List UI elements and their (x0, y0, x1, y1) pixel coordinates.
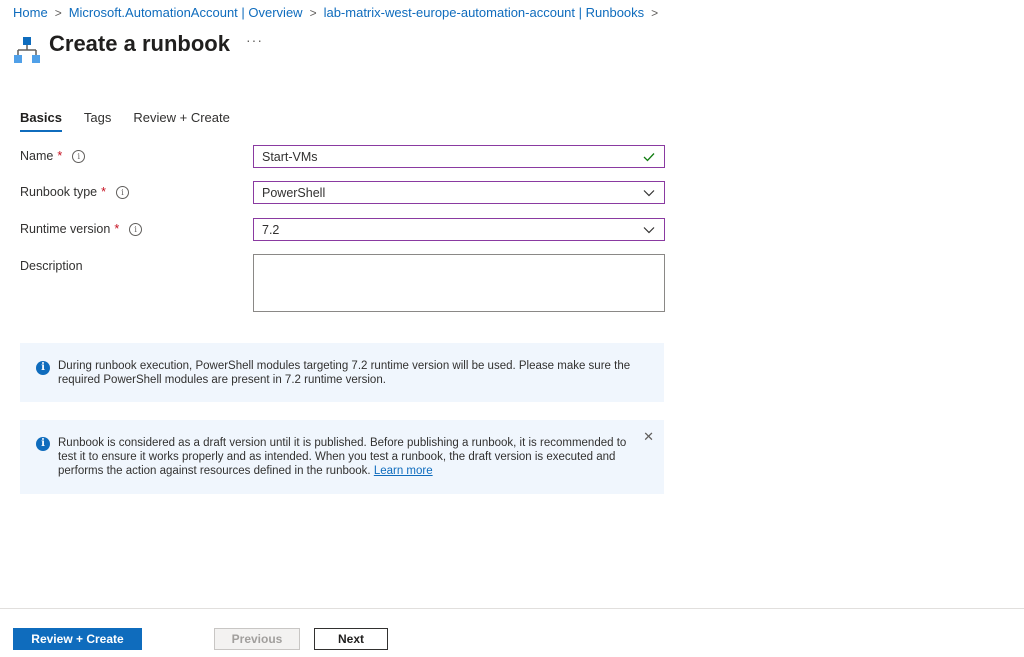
chevron-down-icon (634, 226, 664, 234)
description-label-text: Description (20, 259, 83, 273)
checkmark-icon (634, 152, 664, 162)
required-marker: * (114, 222, 120, 236)
review-create-button[interactable]: Review + Create (13, 628, 142, 650)
footer-bar (0, 608, 1024, 657)
learn-more-link[interactable]: Learn more (373, 465, 433, 477)
runbook-icon (14, 36, 40, 66)
runbook-type-label-text: Runbook type (20, 185, 98, 199)
tab-basics[interactable]: Basics (20, 110, 62, 132)
runtime-version-label-text: Runtime version (20, 222, 111, 236)
required-marker: * (57, 149, 63, 163)
runtime-info-banner (20, 343, 664, 402)
name-input[interactable] (253, 145, 665, 168)
info-filled-icon: i (36, 437, 50, 451)
page-title: Create a runbook (49, 31, 230, 56)
name-label (20, 149, 85, 163)
runtime-version-label (20, 222, 142, 236)
description-label (20, 259, 83, 273)
breadcrumb-automation-account-overview[interactable]: Microsoft.AutomationAccount | Overview (68, 5, 303, 20)
required-marker: * (101, 185, 107, 199)
runbook-type-select[interactable] (253, 181, 665, 204)
runtime-version-value: 7.2 (262, 222, 280, 237)
tab-bar (20, 110, 230, 132)
info-icon[interactable]: i (72, 150, 85, 163)
breadcrumb (13, 5, 665, 20)
runbook-type-value: PowerShell (262, 185, 326, 200)
tab-tags[interactable]: Tags (83, 110, 112, 125)
previous-button[interactable]: Previous (214, 628, 300, 650)
chevron-right-icon: > (651, 6, 659, 20)
description-textarea[interactable] (253, 254, 665, 312)
name-label-text: Name (20, 149, 54, 163)
more-options-icon[interactable]: ··· (246, 32, 263, 48)
name-input-value: Start-VMs (262, 149, 318, 164)
chevron-down-icon (634, 189, 664, 197)
info-icon[interactable]: i (116, 186, 129, 199)
runbook-type-label (20, 185, 129, 199)
draft-info-banner (20, 420, 664, 494)
next-button[interactable]: Next (314, 628, 388, 650)
info-icon[interactable]: i (129, 223, 142, 236)
breadcrumb-home[interactable]: Home (13, 5, 48, 20)
tab-review-create[interactable]: Review + Create (133, 110, 230, 125)
breadcrumb-runbooks[interactable]: lab-matrix-west-europe-automation-account | Runbooks (323, 5, 645, 20)
info-filled-icon: i (36, 361, 50, 375)
chevron-right-icon: > (54, 6, 62, 20)
runtime-version-select[interactable] (253, 218, 665, 241)
close-icon[interactable]: ✕ (643, 429, 654, 444)
draft-info-text-block (58, 436, 636, 478)
chevron-right-icon: > (309, 6, 317, 20)
draft-info-text: Runbook is considered as a draft version until it is published. Before publishing a runbook, it is recommended to test it to ensure it works properly and as intended. When you test a runbook, the draft version is executed and performs the action against resources defined in the runbook. (58, 437, 627, 477)
runtime-info-text: During runbook execution, PowerShell modules targeting 7.2 runtime version will be used. Please make sure the required PowerShell modules are present in 7.2 runtime version. (58, 360, 631, 386)
